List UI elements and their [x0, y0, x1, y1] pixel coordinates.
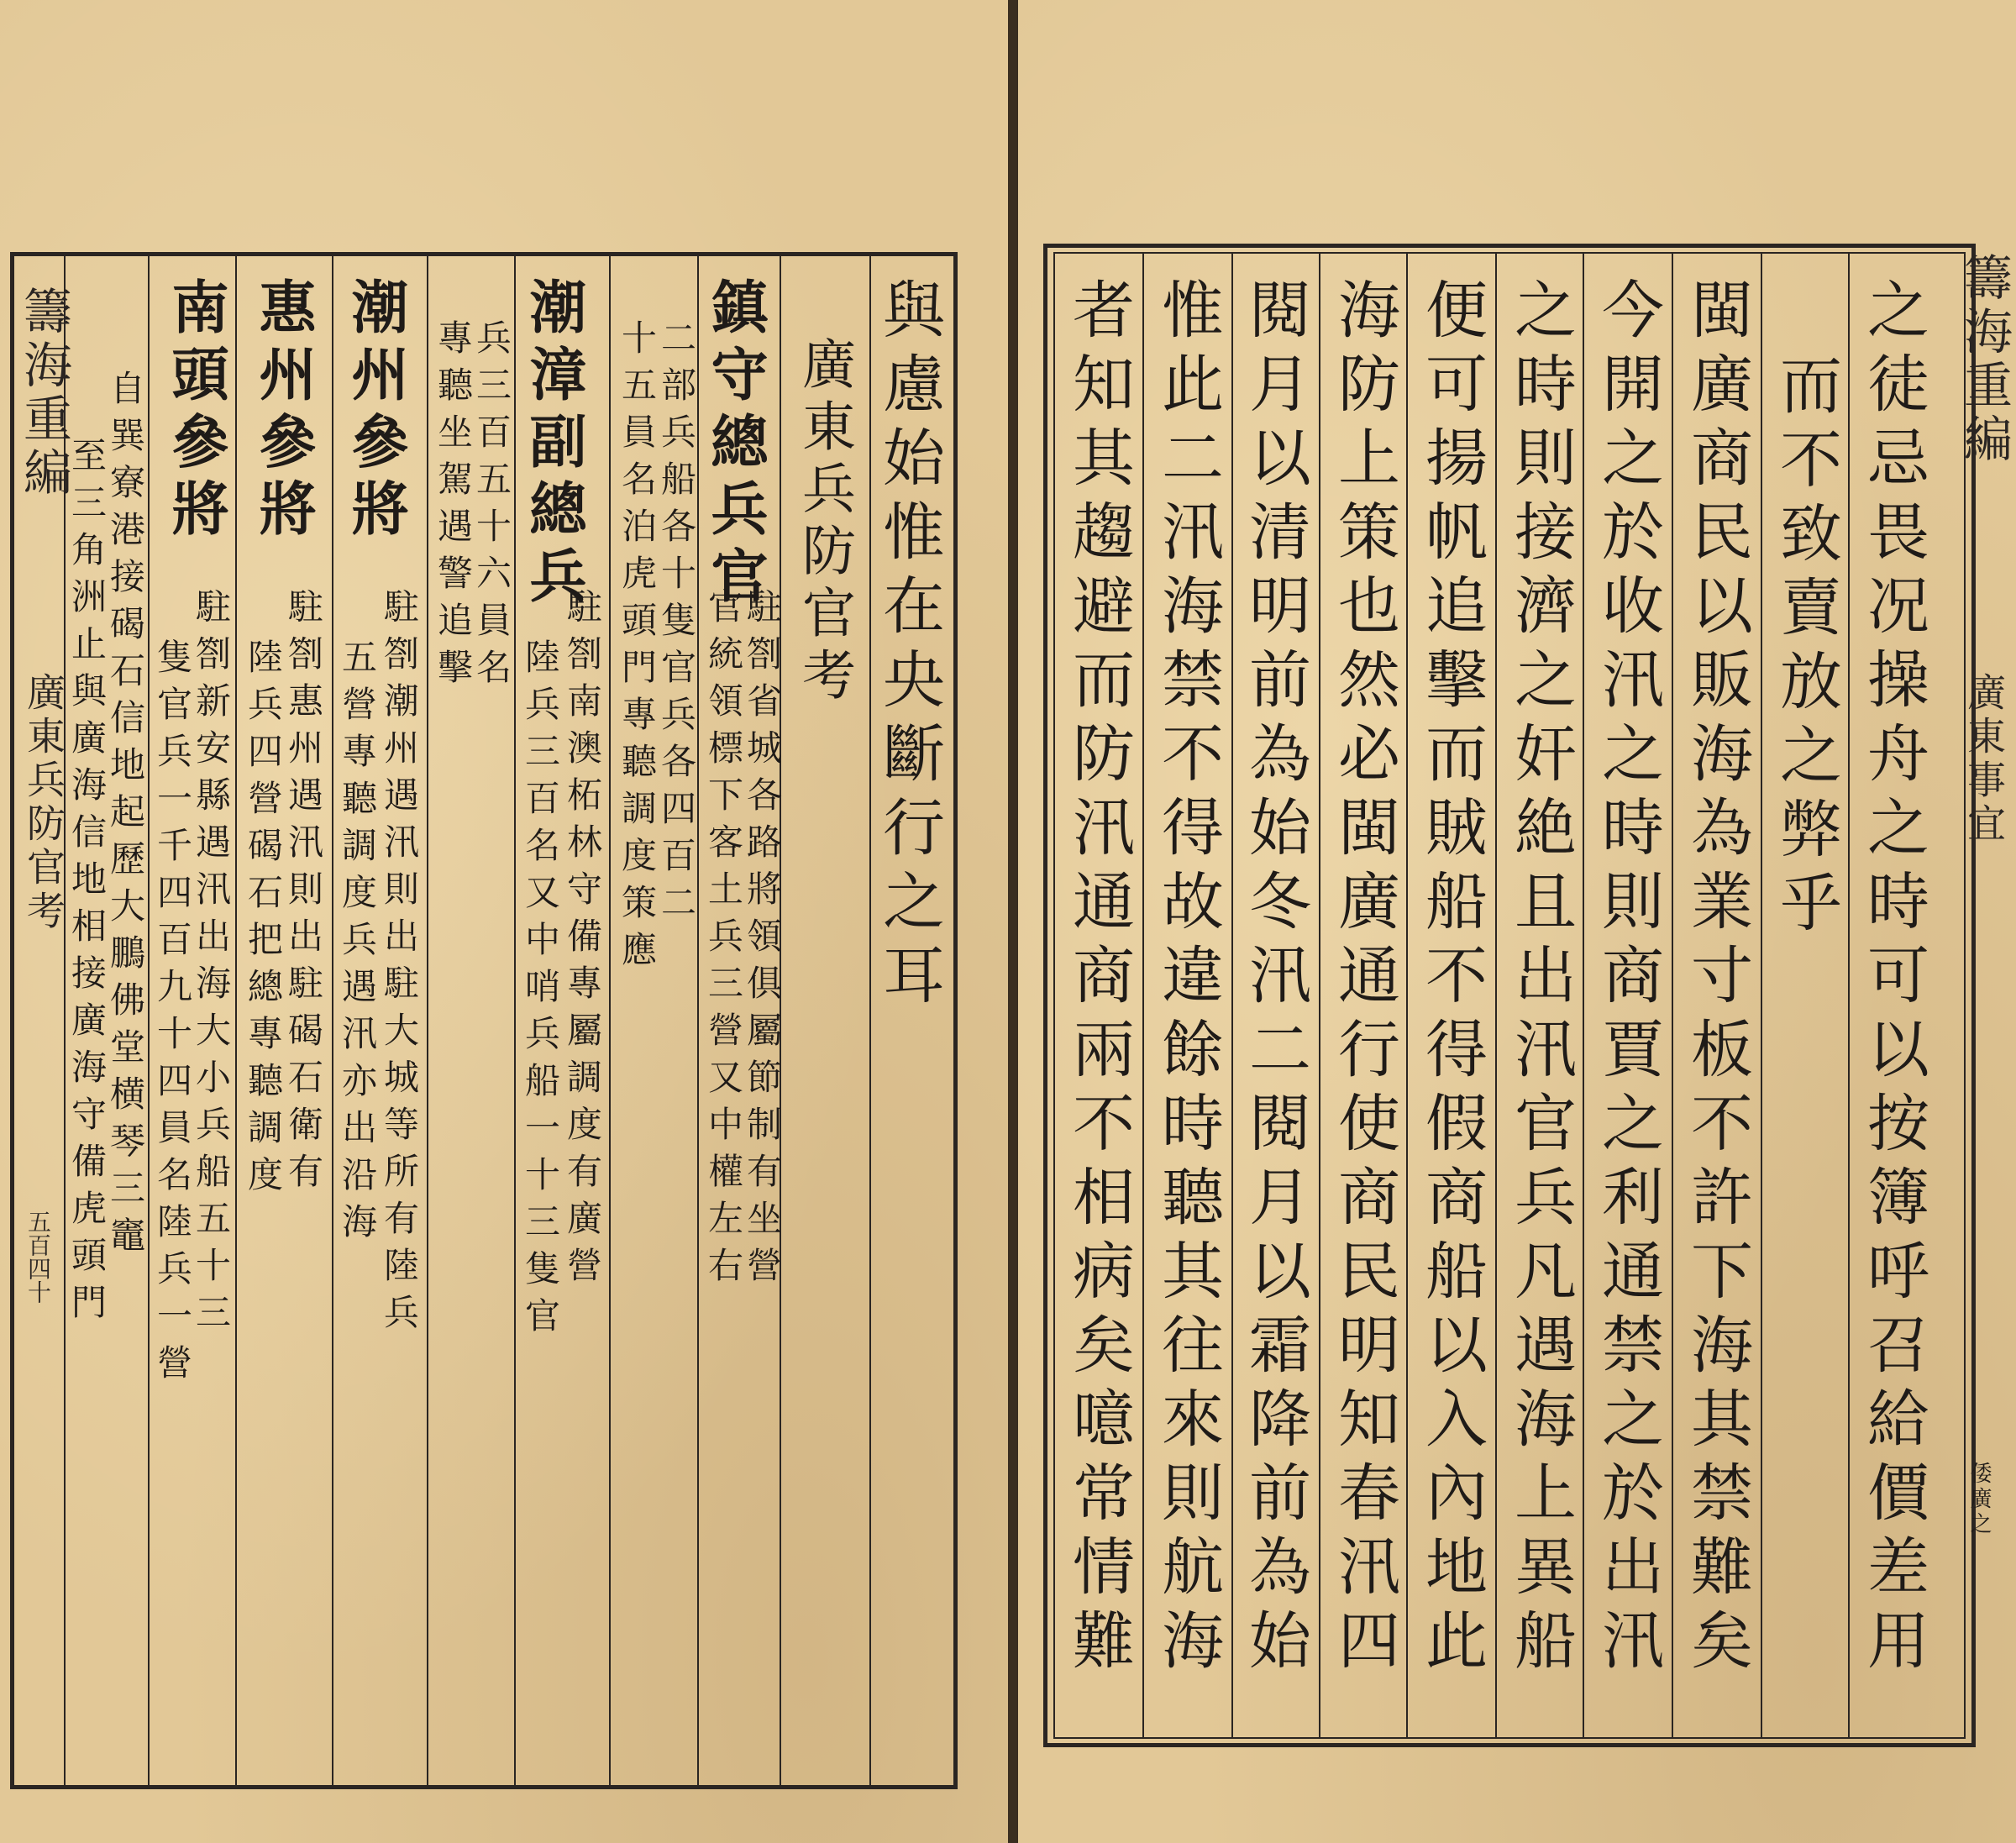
col9-line1: 駐劄新安縣遇汛出海大小兵船五十三	[191, 588, 232, 1341]
left-running-title: 籌海重編	[15, 286, 72, 501]
right-col-3: 閩廣商民以販海為業寸板不許下海其禁難矣	[1681, 277, 1753, 1682]
left-page-number: 五百四十	[24, 1210, 52, 1304]
right-col-7: 海防上策也然必閩廣通行使商民明知春汛四	[1328, 277, 1400, 1682]
col7-line2: 五營專聽調度兵遇汛亦出沿海	[337, 638, 378, 1250]
col8-line2: 陸兵四營碣石把總專聽調度	[243, 638, 284, 1203]
right-section-title: 廣東事宜	[1961, 672, 2007, 847]
col3-line1: 駐劄省城各路將領俱屬節制有坐營	[742, 588, 783, 1294]
col6-line2: 專聽坐駕遇警追擊	[433, 319, 474, 696]
col4-line1: 二部兵船各十隻官兵各四百二	[656, 319, 697, 931]
col3-title: 鎮守總兵官	[701, 277, 769, 613]
col10-line1: 至三角洲止與廣海信地相接廣海守備虎頭門	[66, 437, 108, 1331]
col5-title: 潮漳副總兵	[520, 277, 587, 613]
col6-line1: 兵三百五十六員名	[471, 319, 512, 696]
book-gutter	[1008, 0, 1018, 1843]
right-col-8: 閱月以清明前為始冬汛二閱月以霜降前為始	[1239, 277, 1311, 1682]
right-col-6: 便可揚帆追擊而賊船不得假商船以入內地此	[1415, 277, 1488, 1682]
col4-line2: 十五員名泊虎頭門專聽調度策應	[617, 319, 658, 978]
col1-text: 與慮始惟在央斷行之耳	[873, 277, 945, 1016]
col7-title: 潮州參將	[342, 277, 409, 546]
right-col-5: 之時則接濟之奸絶且出汛官兵凡遇海上異船	[1504, 277, 1577, 1682]
col7-line1: 駐劄潮州遇汛則出駐大城等所有陸兵	[379, 588, 420, 1341]
right-page	[1018, 0, 2016, 1843]
col9-title: 南頭參將	[162, 277, 229, 546]
right-col-9: 惟此二汛海禁不得故違餘時聽其往來則航海	[1152, 277, 1224, 1682]
col3-line2: 官統領標下客土兵三營又中權左右	[703, 588, 744, 1294]
col5-line2: 陸兵三百名又中哨兵船一十三隻官	[520, 638, 561, 1344]
col8-title: 惠州參將	[249, 277, 317, 546]
right-margin-note: 倭廣之	[1966, 1462, 1992, 1537]
col5-line1: 駐劄南澳柘林守備專屬調度有廣營	[562, 588, 603, 1294]
col9-line2: 隻官兵一千四百九十四員名陸兵一營	[152, 638, 193, 1391]
right-col-2: 而不致賣放之弊乎	[1770, 353, 1842, 944]
right-col-10: 者知其趨避而防汛通商兩不相病矣噫常情難	[1063, 277, 1135, 1682]
col2-heading: 廣東兵防官考	[793, 336, 855, 709]
col8-line1: 駐劄惠州遇汛則出駐碣石衛有	[283, 588, 324, 1200]
right-col-4: 今開之於收汛之時則商賈之利通禁之於出汛	[1592, 277, 1664, 1682]
right-col-1: 之徒忌畏况操舟之時可以按簿呼召給價差用	[1857, 277, 1929, 1682]
col10-line2: 自巽寮港接碣石信地起歷大鵬佛堂横琴三竈	[105, 370, 146, 1263]
right-running-title: 籌海重編	[1956, 252, 2013, 467]
left-section-title: 廣東兵防官考	[21, 672, 66, 934]
